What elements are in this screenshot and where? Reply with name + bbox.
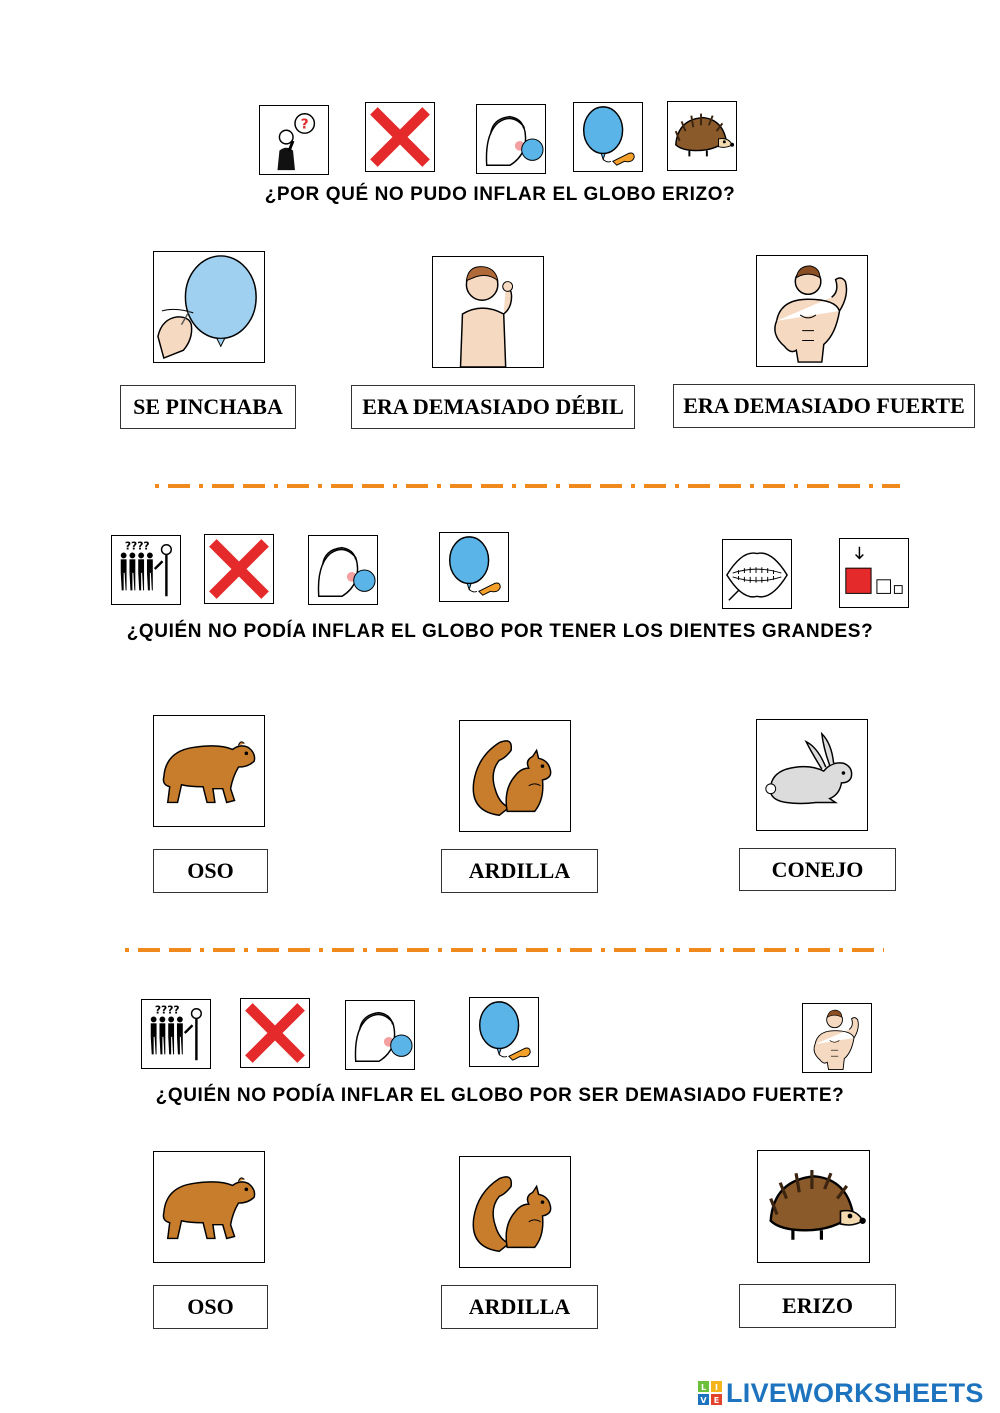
weak-boy-icon	[432, 256, 544, 368]
strong-man-icon	[802, 1003, 872, 1073]
svg-text:I: I	[715, 1383, 718, 1392]
bear-icon	[153, 1151, 265, 1263]
red-x-icon	[240, 998, 310, 1068]
rabbit-icon	[756, 719, 868, 831]
question-3: ¿QUIÉN NO PODÍA INFLAR EL GLOBO POR SER DEMASIADO FUERTE?	[155, 1085, 845, 1106]
hedgehog-icon	[757, 1150, 870, 1263]
child-blowing-icon	[476, 104, 546, 174]
squirrel-icon	[459, 720, 571, 832]
red-x-icon	[365, 102, 435, 172]
answer-conejo[interactable]: CONEJO	[739, 848, 896, 891]
teeth-icon	[722, 539, 792, 609]
question-2: ¿QUIÉN NO PODÍA INFLAR EL GLOBO POR TENER LOS DIENTES GRANDES?	[126, 621, 874, 642]
answer-oso[interactable]: OSO	[153, 849, 268, 893]
bear-icon	[153, 715, 265, 827]
hedgehog-icon	[667, 101, 737, 171]
balloon-icon	[573, 102, 643, 172]
answer-oso[interactable]: OSO	[153, 1285, 268, 1329]
child-blowing-icon	[345, 1000, 415, 1070]
thinking-person-icon	[259, 105, 329, 175]
red-x-icon	[204, 534, 274, 604]
answer-era-demasiado-fuerte[interactable]: ERA DEMASIADO FUERTE	[673, 384, 975, 428]
balloon-icon	[469, 997, 539, 1067]
liveworksheets-logo-icon	[698, 1381, 722, 1405]
liveworksheets-brand	[698, 1377, 984, 1409]
who-question-icon	[111, 535, 181, 605]
answer-se-pinchaba[interactable]: SE PINCHABA	[120, 385, 296, 429]
question-1: ¿POR QUÉ NO PUDO INFLAR EL GLOBO ERIZO?	[264, 184, 736, 205]
brand-name: LIVEWORKSHEETS	[726, 1377, 984, 1408]
strong-man-icon	[756, 255, 868, 367]
svg-text:L: L	[700, 1383, 707, 1392]
squirrel-icon	[459, 1156, 571, 1268]
who-question-icon	[141, 999, 211, 1069]
big-size-icon	[839, 538, 909, 608]
answer-era-demasiado-debil[interactable]: ERA DEMASIADO DÉBIL	[351, 385, 635, 429]
child-blowing-icon	[308, 535, 378, 605]
answer-ardilla[interactable]: ARDILLA	[441, 1285, 598, 1329]
answer-erizo[interactable]: ERIZO	[739, 1284, 896, 1328]
popping-balloon-icon	[153, 251, 265, 363]
svg-text:E: E	[713, 1396, 720, 1405]
balloon-icon	[439, 532, 509, 602]
answer-ardilla[interactable]: ARDILLA	[441, 849, 598, 893]
svg-text:V: V	[700, 1396, 707, 1405]
